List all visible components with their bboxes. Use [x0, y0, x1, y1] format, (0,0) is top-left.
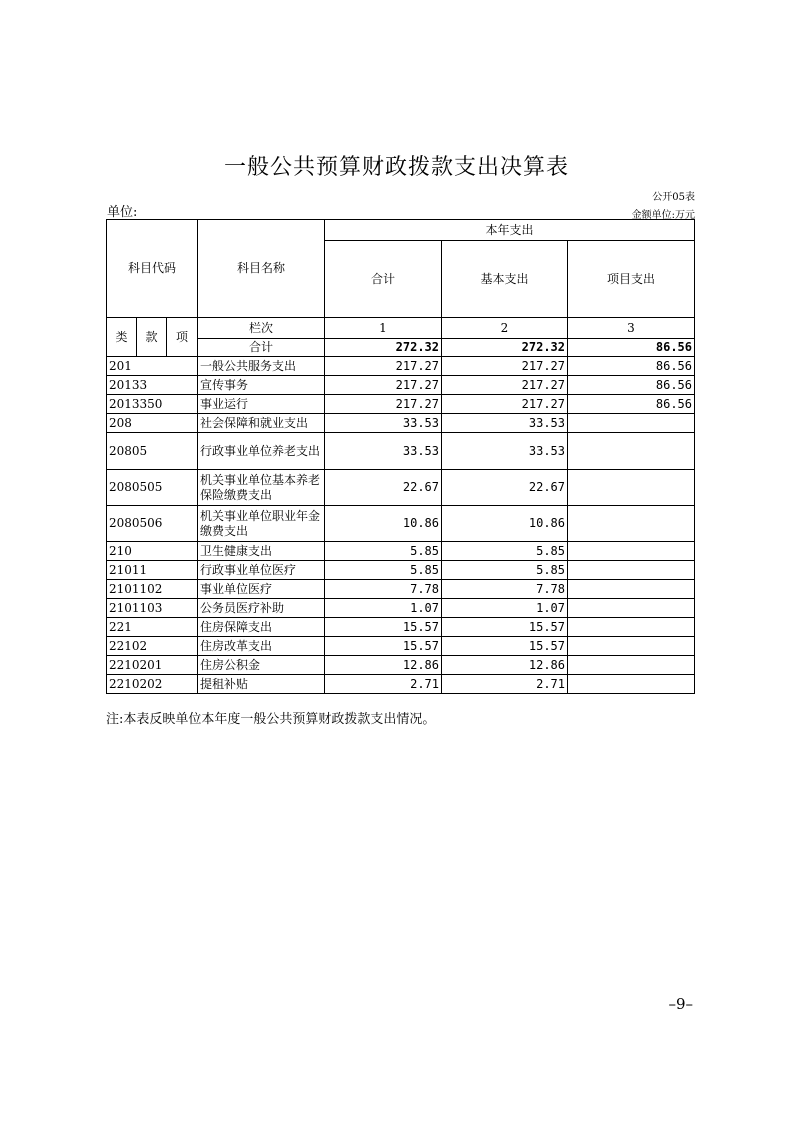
row-name: 行政事业单位养老支出 [198, 433, 325, 470]
unit-label: 单位: [107, 205, 138, 220]
table-row [107, 561, 695, 580]
table-row [107, 470, 695, 506]
table-row [107, 506, 695, 542]
row-basic: 10.86 [442, 506, 568, 542]
row-basic: 5.85 [442, 542, 568, 561]
row-total: 33.53 [325, 414, 442, 433]
form-number: 公开05表 [652, 192, 695, 203]
table-row [107, 675, 695, 694]
row-code: 20805 [107, 433, 198, 470]
total-row-project: 86.56 [568, 339, 695, 357]
row-total: 217.27 [325, 376, 442, 395]
row-total: 7.78 [325, 580, 442, 599]
table-row [107, 542, 695, 561]
header-project: 项目支出 [568, 241, 695, 318]
row-basic: 217.27 [442, 376, 568, 395]
row-total: 5.85 [325, 561, 442, 580]
row-code: 221 [107, 618, 198, 637]
table-row [107, 433, 695, 470]
row-project [568, 637, 695, 656]
table-row [107, 376, 695, 395]
header-kuan: 款 [137, 318, 167, 357]
row-total: 1.07 [325, 599, 442, 618]
header-col3: 3 [568, 318, 695, 339]
header-xiang: 项 [167, 318, 198, 357]
row-basic: 15.57 [442, 618, 568, 637]
table-row [107, 599, 695, 618]
row-basic: 12.86 [442, 656, 568, 675]
total-row-basic: 272.32 [442, 339, 568, 357]
table-row [107, 357, 695, 376]
row-project: 86.56 [568, 376, 695, 395]
row-name: 事业单位医疗 [198, 580, 325, 599]
row-code: 20133 [107, 376, 198, 395]
row-code: 22102 [107, 637, 198, 656]
page-title: 一般公共预算财政拨款支出决算表 [223, 155, 569, 180]
row-basic: 2.71 [442, 675, 568, 694]
row-project [568, 414, 695, 433]
row-name: 事业运行 [198, 395, 325, 414]
row-basic: 217.27 [442, 395, 568, 414]
total-row-label: 合计 [198, 339, 325, 357]
row-name: 住房保障支出 [198, 618, 325, 637]
row-name: 卫生健康支出 [198, 542, 325, 561]
header-lei: 类 [107, 318, 137, 357]
row-basic: 5.85 [442, 561, 568, 580]
row-name: 一般公共服务支出 [198, 357, 325, 376]
header-col1: 1 [325, 318, 442, 339]
row-total: 22.67 [325, 470, 442, 506]
amount-unit-label: 金额单位:万元 [631, 210, 695, 221]
row-project: 86.56 [568, 357, 695, 376]
row-project: 86.56 [568, 395, 695, 414]
row-basic: 33.53 [442, 414, 568, 433]
row-code: 2101102 [107, 580, 198, 599]
row-code: 2080505 [107, 470, 198, 506]
row-project [568, 470, 695, 506]
row-basic: 22.67 [442, 470, 568, 506]
row-project [568, 561, 695, 580]
row-project [568, 433, 695, 470]
row-name: 提租补贴 [198, 675, 325, 694]
row-total: 10.86 [325, 506, 442, 542]
table-row [107, 637, 695, 656]
row-code: 208 [107, 414, 198, 433]
row-code: 2210201 [107, 656, 198, 675]
row-basic: 217.27 [442, 357, 568, 376]
row-name: 机关事业单位基本养老保险缴费支出 [198, 470, 325, 506]
row-name: 行政事业单位医疗 [198, 561, 325, 580]
row-code: 210 [107, 542, 198, 561]
row-basic: 15.57 [442, 637, 568, 656]
table-note: 注:本表反映单位本年度一般公共预算财政拨款支出情况。 [106, 712, 436, 727]
table-row [107, 580, 695, 599]
header-basic: 基本支出 [442, 241, 568, 318]
table-row [107, 618, 695, 637]
row-total: 33.53 [325, 433, 442, 470]
row-total: 5.85 [325, 542, 442, 561]
row-name: 住房公积金 [198, 656, 325, 675]
row-basic: 7.78 [442, 580, 568, 599]
row-basic: 1.07 [442, 599, 568, 618]
row-code: 2080506 [107, 506, 198, 542]
row-total: 12.86 [325, 656, 442, 675]
header-total: 合计 [325, 241, 442, 318]
row-name: 公务员医疗补助 [198, 599, 325, 618]
header-column-no: 栏次 [198, 318, 325, 339]
header-subject-code: 科目代码 [107, 220, 198, 318]
header-this-year: 本年支出 [325, 220, 695, 241]
row-name: 社会保障和就业支出 [198, 414, 325, 433]
row-total: 2.71 [325, 675, 442, 694]
row-code: 21011 [107, 561, 198, 580]
row-project [568, 656, 695, 675]
header-col2: 2 [442, 318, 568, 339]
table-row [107, 414, 695, 433]
row-name: 住房改革支出 [198, 637, 325, 656]
total-row-total: 272.32 [325, 339, 442, 357]
row-name: 机关事业单位职业年金缴费支出 [198, 506, 325, 542]
row-project [568, 580, 695, 599]
table-row [107, 395, 695, 414]
row-basic: 33.53 [442, 433, 568, 470]
row-code: 2013350 [107, 395, 198, 414]
table-row [107, 656, 695, 675]
row-code: 2101103 [107, 599, 198, 618]
row-project [568, 675, 695, 694]
row-project [568, 506, 695, 542]
row-project [568, 618, 695, 637]
expenditure-table [106, 219, 695, 694]
page-number: –9– [668, 995, 693, 1013]
row-project [568, 599, 695, 618]
row-name: 宣传事务 [198, 376, 325, 395]
header-subject-name: 科目名称 [198, 220, 325, 318]
row-total: 217.27 [325, 395, 442, 414]
row-project [568, 542, 695, 561]
row-total: 15.57 [325, 637, 442, 656]
row-total: 217.27 [325, 357, 442, 376]
row-code: 201 [107, 357, 198, 376]
row-total: 15.57 [325, 618, 442, 637]
row-code: 2210202 [107, 675, 198, 694]
